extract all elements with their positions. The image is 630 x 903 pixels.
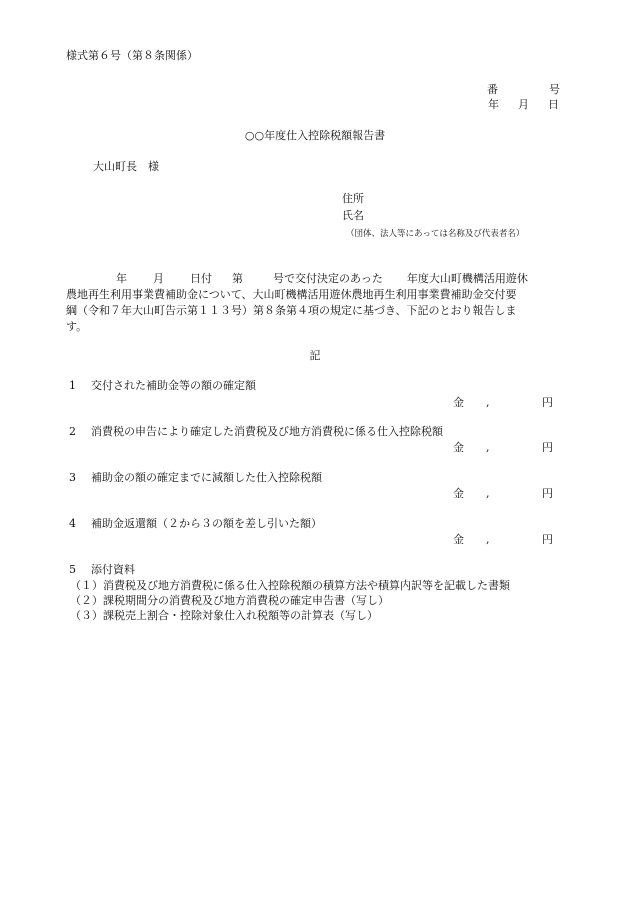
date-month: 月 <box>518 98 529 111</box>
body-line-4: す。 <box>66 320 88 333</box>
address-label: 住所 <box>342 192 364 205</box>
attachments-heading: 添付資料 <box>91 563 135 576</box>
amount-yen: 円 <box>542 533 553 546</box>
amount-kin: 金 <box>453 396 464 409</box>
item-number: 1 <box>69 379 76 392</box>
body-fiscal-year-text: 年度大山町機構活用遊休 <box>406 272 528 285</box>
item-label: 補助金返還額（２から３の額を差し引いた額） <box>91 517 322 530</box>
amount-kin: 金 <box>453 533 464 546</box>
item-label: 交付された補助金等の額の確定額 <box>91 379 256 392</box>
body-date-suffix: 日付 <box>190 272 212 285</box>
document-number-ban: 番 <box>487 83 498 96</box>
date-day: 日 <box>548 98 559 111</box>
amount-yen: 円 <box>542 487 553 500</box>
document-title: ○○年度仕入控除税額報告書 <box>244 129 386 142</box>
name-label: 氏名 <box>342 209 364 222</box>
body-dai: 第 <box>232 272 243 285</box>
amount-kin: 金 <box>453 441 464 454</box>
item-number: 4 <box>69 517 76 530</box>
date-year: 年 <box>488 98 499 111</box>
body-line-2: 農地再生利用事業費補助金について、大山町機構活用遊休農地再生利用事業費補助金交付要 <box>66 288 517 301</box>
attachment-item: （３）課税売上割合・控除対象仕入れ税額等の計算表（写し） <box>70 609 378 622</box>
addressee: 大山町長 様 <box>93 160 159 173</box>
body-line-1 <box>66 271 564 287</box>
attachment-item: （１）消費税及び地方消費税に係る仕入控除税額の積算方法や積算内訳等を記載した書類 <box>70 579 510 592</box>
body-month: 月 <box>153 272 164 285</box>
amount-yen: 円 <box>542 396 553 409</box>
body-decision-text: 号で交付決定のあった <box>273 272 383 285</box>
attachment-item: （２）課税期間分の消費税及び地方消費税の確定申告書（写し） <box>70 594 389 607</box>
report-body <box>66 271 564 335</box>
item-number: 2 <box>69 425 76 438</box>
body-year: 年 <box>116 272 127 285</box>
body-line-3: 綱（令和７年大山町告示第１１３号）第８条第４項の規定に基づき、下記のとおり報告しま <box>66 304 517 317</box>
form-number: 様式第６号（第８条関係） <box>66 49 198 62</box>
item-label: 補助金の額の確定までに減額した仕入控除税額 <box>91 471 322 484</box>
amount-yen: 円 <box>542 441 553 454</box>
document-number-go: 号 <box>549 83 560 96</box>
name-note: （団体、法人等にあっては名称及び代表者名） <box>346 229 525 239</box>
amount-comma: , <box>486 441 490 454</box>
ki-heading: 記 <box>309 349 321 362</box>
item-number: 3 <box>69 471 76 484</box>
attachments-number: 5 <box>69 563 76 576</box>
amount-comma: , <box>486 396 490 409</box>
amount-comma: , <box>486 487 490 500</box>
amount-comma: , <box>486 533 490 546</box>
amount-kin: 金 <box>453 487 464 500</box>
item-label: 消費税の申告により確定した消費税及び地方消費税に係る仕入控除税額 <box>91 425 443 438</box>
